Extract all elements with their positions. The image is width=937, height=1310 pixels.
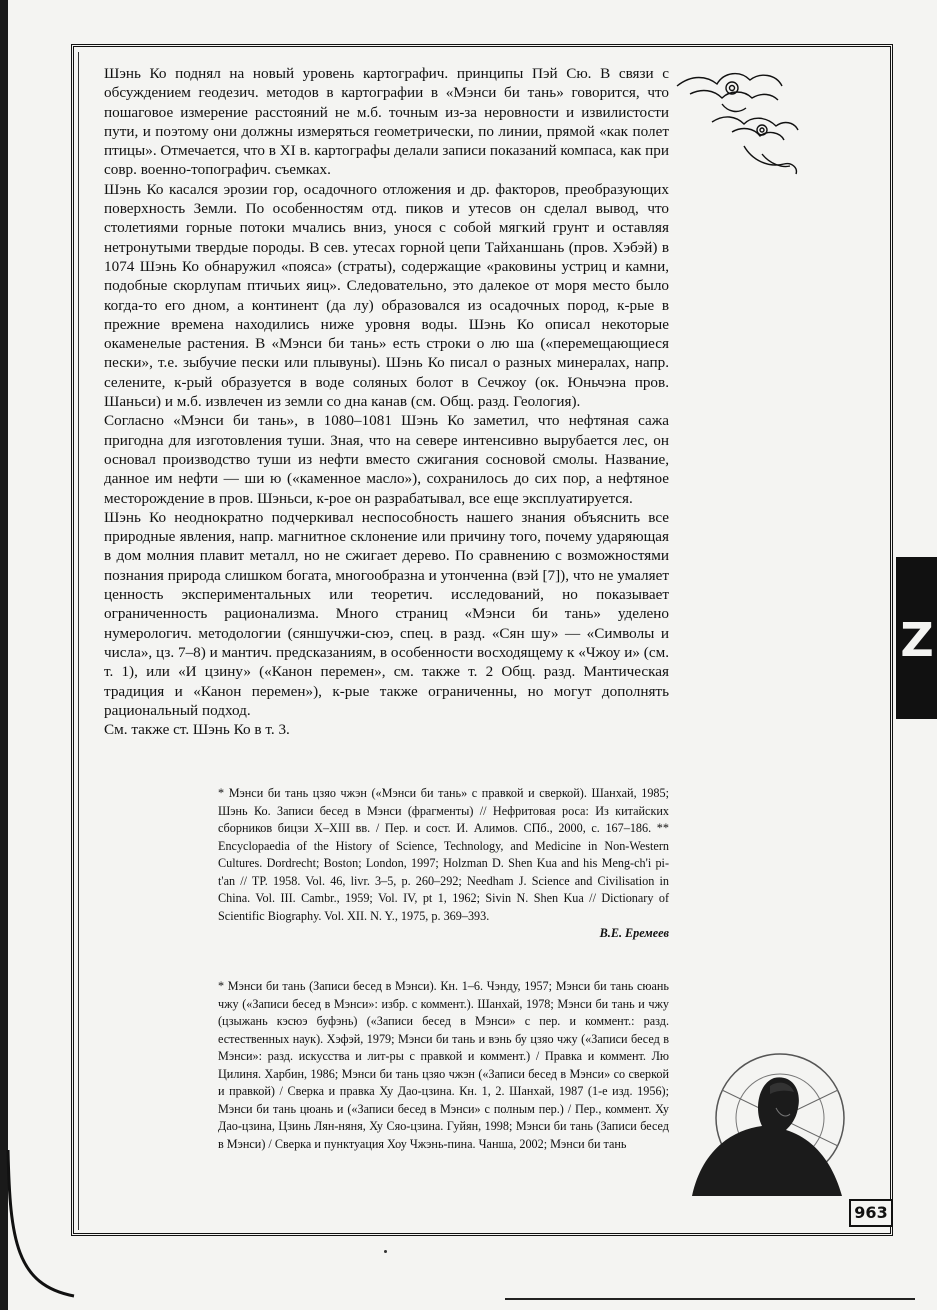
references-text: * Мэнси би тань цзяо чжэн («Мэнси би тань» с правкой и сверкой). Шанхай, 1985; Шэнь Ко. Записи бесед в Мэнси (фрагменты) // Нефритовая роса: Из китайских сборников бицзи X–XIII вв. / Пер. и сост. И. Алимов. СПб., 2000, с. 167–186. ** Encyclopaedia of the History of Science, Technology, and Medicine in Non-Western Cultures. Dordrecht; Boston; London, 1997; Holzman D. Shen Kua and his Meng-ch'i pi-t'an // TP. 1958. Vol. 46, livr. 3–5, p. 260–292; Needham J. Science and Civilisation in China. Vol. III. Cambr., 1959; Vol. IV, pt 1, 1962; Sivin N. Shen Kua // Dictionary of Scientific Biography. Vol. XII. N. Y., 1975, p. 369–393. bbox=[218, 786, 669, 923]
page-number: 963 bbox=[849, 1199, 893, 1227]
paragraph-cartography: Шэнь Ко поднял на новый уровень картографич. принципы Пэй Сю. В связи с обсуждением геодезич. методов в картографии в «Мэнси би тань» говорится, что пошаговое измерение расстояний не м.б. точным из-за неровности и извилистости пути, и поэтому они должны измеряться геометрически, по линии, прямой «как полет птицы». Отмечается, что в XI в. картографы делали записи показаний компаса, как при совр. военно-топографич. съемках. bbox=[104, 65, 669, 179]
paragraph-see-also: См. также ст. Шэнь Ко в т. 3. bbox=[104, 721, 290, 739]
scan-artifact-curve bbox=[6, 1150, 76, 1300]
svg-text:Z: Z bbox=[900, 613, 934, 667]
paragraph-epistemology: Шэнь Ко неоднократно подчеркивал неспособность нашего знания объяснить все природные явления, напр. магнитное склонение или причину того, почему ударяющая в дом молния плавит металл, но не сжигает дерево. По сравнению с возможностями познания природа слишком богата, многообразна и утонченна (вэй [7]), что не умаляет ценность экспериментальных или теоретич. исследований, но показывает ограниченность рационализма. Много страниц «Мэнси би тань» уделено нумерологич. методологии (сяншучжи-сюэ, спец. в разд. «Сян шу» — «Символы и числа», цз. 7–8) и мантич. предсказаниям, в особенности восходящему к «Чжоу и» (см. т. 1), или «И цзину» («Канон перемен», см. также т. 2 Общ. разд. Мантическая традиция и «Канон перемен»), к-рые также ограниченны, но могут дополнять рациональный подход. bbox=[104, 508, 669, 719]
scan-dot bbox=[384, 1250, 387, 1253]
scan-bottom-rule bbox=[505, 1298, 915, 1300]
sources-list bbox=[218, 978, 669, 1153]
bibliography bbox=[218, 785, 669, 943]
cloud-ornament-icon bbox=[672, 64, 802, 184]
sources-text: * Мэнси би тань (Записи бесед в Мэнси). Кн. 1–6. Чэнду, 1957; Мэнси би тань сюань чжу («Записи бесед в Мэнси»: избр. с коммент.). Шанхай, 1978; Мэнси би тань и чжу (цзыжань кэсюэ буфэнь) («Записи бесед в Мэнси» с пер. и коммент.: разд. естественных наук). Хэфэй, 1979; Мэнси би тань и вэнь бу цзяо чжу («Записи бесед в Мэнси»: разд. искусства и лит-ры с правкой и коммент.) / Правка и коммент. Лю Цилиня. Харбин, 1986; Мэнси би тань цзяо чжэн («Записи бесед в Мэнси» со сверкой и правкой) / Сверка и правка Ху Дао-цзина. Кн. 1, 2. Шанхай, 1987 (1-е изд. 1956); Мэнси би тань цюань и («Записи бесед в Мэнси» с полным пер.) / Пер., коммент. Ху Дао-цзина, Цзинь Лян-няня, Ху Сяо-цзина. Гуйян, 1998; Мэнси би тань (Записи бесед в Мэнси) / Сверка и пунктуация Хоу Чжэнь-пина. Чанша, 2002; Мэнси би тань bbox=[218, 979, 669, 1151]
section-tab-letter bbox=[902, 608, 932, 668]
portrait-illustration-icon bbox=[682, 1050, 850, 1196]
scan-edge bbox=[0, 0, 8, 1310]
frame-inner-line bbox=[78, 52, 79, 1230]
paragraph-petroleum: Согласно «Мэнси би тань», в 1080–1081 Шэнь Ко заметил, что нефтяная сажа пригодна для изготовления туши. Зная, что на севере интенсивно вырубается лес, он основал производство туши из нефти вместо сжигания сосновой смолы. Название, данное им нефти — ши ю («каменное масло»), сохранилось до сих пор, а нефтяное месторождение в пров. Шэньси, к-рое он разрабатывал, все еще эксплуатируется. bbox=[104, 412, 669, 507]
paragraph-geology: Шэнь Ко касался эрозии гор, осадочного отложения и др. факторов, преобразующих поверхность Земли. По особенностям отд. пиков и утесов он сделал вывод, что столетиями горные потоки мчались вниз, унося с собой мягкий грунт и оставляя нетронутыми твердые породы. В сев. утесах горной цепи Тайханшань (пров. Хэбэй) в 1074 Шэнь Ко обнаружил «пояса» (страты), содержащие «раковины устриц и камни, подобные скорлупам птичьих яиц». Следовательно, это далекое от моря место было когда-то его дном, а континент (да лу) образовался из осадочных пород, к-рые в прежние времена находились ниже уровня воды. Шэнь Ко описал некоторые окаменелые растения. В «Мэнси би тань» есть строки о лю ша («перемещающиеся пески», т.е. зыбучие пески или плывуны). Шэнь Ко писал о разных минералах, напр. селените, к-рый образуется в воде соляных болот в Сечжоу (ок. Юньчэна пров. Шаньси) и м.б. извлечен из земли со дна канав (см. Общ. разд. Геология). bbox=[104, 180, 669, 411]
article-author: В.Е. Еремеев bbox=[599, 926, 669, 940]
article-body bbox=[104, 64, 669, 739]
